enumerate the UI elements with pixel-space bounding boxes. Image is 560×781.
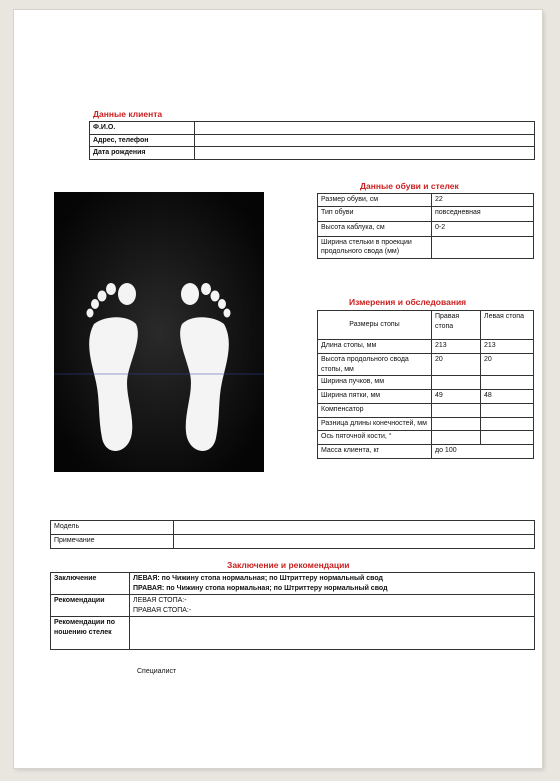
measure-header-right: Правая стопа [432,311,481,340]
measure-limb-diff-left [481,418,534,431]
measure-weight-value: до 100 [432,444,534,458]
measure-row [318,418,534,431]
measure-compensator-label: Компенсатор [318,404,432,418]
shoes-row-insole-width [318,236,534,258]
measure-ball-left [481,376,534,390]
specialist-signature-label: Специалист [137,668,177,675]
measure-row [318,340,534,354]
recommendations-label: Рекомендации [51,595,130,617]
measure-length-label: Длина стопы, мм [318,340,432,354]
measure-arch-left: 20 [481,354,534,376]
insole-wear-text [130,617,535,650]
conclusion-label: Заключение [51,573,130,595]
recommendation-right: ПРАВАЯ СТОПА:- [133,606,192,614]
client-row-name [90,122,535,135]
measure-row [318,376,534,390]
measure-ball-right [432,376,481,390]
shoes-heel-label: Высота каблука, см [318,221,432,236]
note-label: Примечание [51,535,174,549]
recommendations-row [51,595,535,617]
footprints-graphic [54,192,264,472]
client-name-value [195,122,535,135]
measure-row [318,404,534,418]
conclusion-left: ЛЕВАЯ: по Чижину стопа нормальная; по Штриттеру нормальный свод [133,575,383,582]
measure-length-right: 213 [432,340,481,354]
shoes-insole-width-label: Ширина стельки в проекции продольного свода (мм) [318,236,432,258]
conclusion-right: ПРАВАЯ: по Чижину стопа нормальная; по Штриттеру нормальный свод [133,584,388,592]
conclusion-row [51,573,535,595]
shoes-type-value: повседневная [432,206,534,221]
document-page [14,10,542,768]
measure-ball-label: Ширина пучков, мм [318,376,432,390]
measure-row [318,390,534,404]
measure-table [317,310,534,459]
insole-wear-label: Рекомендации по ношению стелек [51,617,130,650]
shoes-row-type [318,206,534,221]
measure-limb-diff-label: Разница длины конечностей, мм [318,418,432,431]
conclusion-section-title: Заключение и рекомендации [227,560,350,570]
client-address-label: Адрес, телефон [90,134,195,147]
measure-weight-label: Масса клиента, кг [318,444,432,458]
extra-table [50,520,535,549]
measure-compensator-left [481,404,534,418]
shoes-section-title: Данные обуви и стелек [360,181,459,191]
measure-row [318,444,534,458]
shoes-insole-width-value [432,236,534,258]
recommendations-text [130,595,535,617]
model-label: Модель [51,521,174,535]
client-name-label: Ф.И.О. [90,122,195,135]
shoes-heel-value: 0-2 [432,221,534,236]
shoes-row-heel [318,221,534,236]
measure-section-title: Измерения и обследования [349,297,467,307]
shoes-size-label: Размер обуви, см [318,194,432,207]
measure-header-row [318,311,534,340]
client-row-address [90,134,535,147]
client-row-birthdate [90,147,535,160]
measure-compensator-right [432,404,481,418]
note-row [51,535,535,549]
measure-arch-label: Высота продольного свода стопы, мм [318,354,432,376]
measure-header-label: Размеры стопы [318,311,432,340]
measure-axis-label: Ось пяточной кости, ° [318,430,432,444]
measure-header-left: Левая стопа [481,311,534,340]
client-birthdate-label: Дата рождения [90,147,195,160]
note-value [174,535,535,549]
shoes-row-size [318,194,534,207]
measure-heel-label: Ширина пятки, мм [318,390,432,404]
measure-heel-left: 48 [481,390,534,404]
shoes-table [317,193,534,259]
model-row [51,521,535,535]
measure-length-left: 213 [481,340,534,354]
insole-wear-row [51,617,535,650]
model-value [174,521,535,535]
conclusion-table [50,572,535,650]
client-birthdate-value [195,147,535,160]
measure-heel-right: 49 [432,390,481,404]
measure-limb-diff-right [432,418,481,431]
footprint-image [54,192,264,472]
measure-row [318,430,534,444]
measure-arch-right: 20 [432,354,481,376]
shoes-type-label: Тип обуви [318,206,432,221]
client-address-value [195,134,535,147]
client-section-title: Данные клиента [93,109,163,119]
conclusion-text [130,573,535,595]
client-table [89,121,535,160]
measure-row [318,354,534,376]
measure-axis-left [481,430,534,444]
recommendation-left: ЛЕВАЯ СТОПА:- [133,597,187,604]
shoes-size-value: 22 [432,194,534,207]
measure-axis-right [432,430,481,444]
